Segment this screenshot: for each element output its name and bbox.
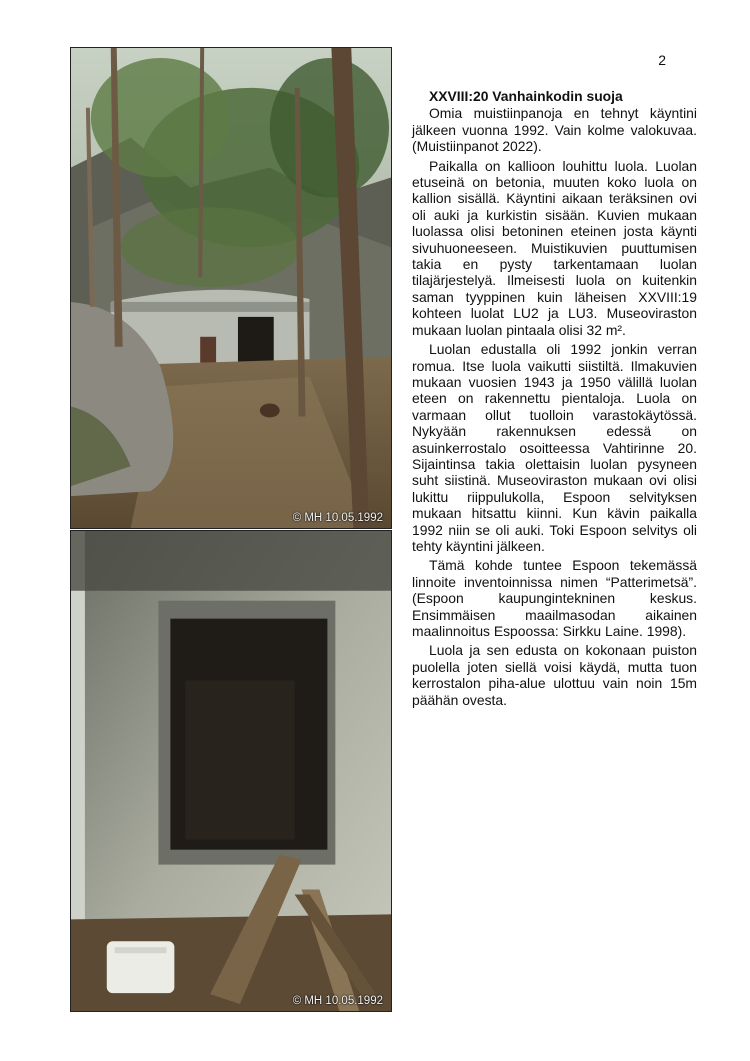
article-paragraph: Omia muistiinpanoja en tehnyt käyntini jälkeen vuonna 1992. Vain kolme valokuvaa. (Muistiinpanot 2022). (412, 105, 697, 155)
photo-credit: © MH 10.05.1992 (292, 995, 383, 1007)
article-paragraph: Luolan edustalla oli 1992 jonkin verran romua. Itse luola vaikutti siistiltä. Ilmakuvien mukaan vuosien 1943 ja 1950 välillä luolan eteen on rakennettu pientaloja. Luola on varmaan ollut tuolloin varastokäytössä. Nykyään rakennuksen edessä on asuinkerrostalo osoitteessa Vahtirinne 20. Sijaintinsa takia olettaisin luolan pysyneen suht siistinä. Museoviraston mukaan ovi olisi lukittu riippulukolla, Espoon selvityksen mukaan hitsattu kiinni. Kun kävin paikalla 1992 niin se oli auki. Toki Espoon selvitys oli tehty käyntini jälkeen. (412, 341, 697, 554)
bunker-doorway-image (71, 531, 391, 1011)
bunker-exterior-photo (70, 47, 392, 529)
article-paragraph: Luola ja sen edusta on kokonaan puiston puolella joten siellä voisi käydä, mutta tuon kerrostalon piha-alue ulottuu vain noin 15m päähän ovesta. (412, 642, 697, 708)
article-title: XXVIII:20 Vanhainkodin suoja (429, 88, 623, 104)
photo-credit: © MH 10.05.1992 (292, 512, 383, 524)
bunker-exterior-image (71, 48, 391, 528)
article-paragraph: Tämä kohde tuntee Espoon tekemässä linnoite inventoinnissa nimen “Patterimetsä”. (Espoon kaupungintekninen keskus. Ensimmäisen maailmasodan aikainen maalinnoitus Espoossa: Sirkku Laine. 1998). (412, 557, 697, 639)
bunker-doorway-photo (70, 530, 392, 1012)
article (412, 88, 697, 711)
article-paragraph: Paikalla on kallioon louhittu luola. Luolan etuseinä on betonia, muuten koko luola on kallion sisällä. Käyntini aikaan teräksinen ovi oli auki ja kurkistin sisään. Kuvien mukaan luolassa olisi betoninen eteinen josta käynti sivuhuoneeseen. Muistikuvien puuttumisen takia en pysty tarkentamaan luolan tilajärjestelyä. Ilmeisesti luola on kuitenkin saman tyyppinen kuin läheisen XXVIII:19 kohteen luolat LU2 ja LU3. Museoviraston mukaan luolan pintaala olisi 32 m². (412, 157, 697, 338)
page-number: 2 (658, 52, 666, 68)
